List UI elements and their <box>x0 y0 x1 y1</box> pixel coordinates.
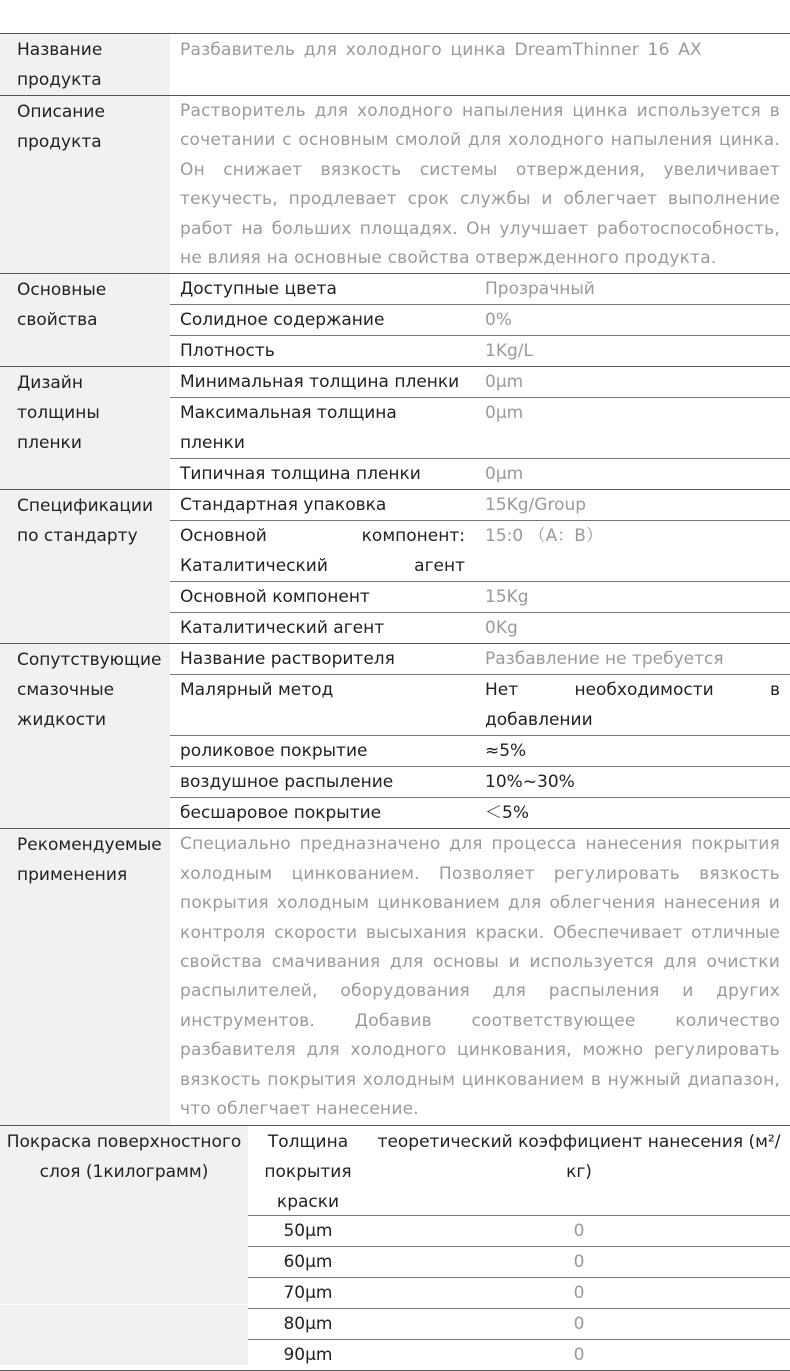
label-specs: Спецификации по стандарту <box>0 490 170 643</box>
table-row <box>170 735 790 766</box>
spec-key: Каталитический агент <box>180 618 385 639</box>
property-value: Прозрачный <box>485 279 595 300</box>
fluid-value: ＜5% <box>485 803 529 824</box>
table-row <box>170 490 790 520</box>
coverage-label-fill <box>0 1304 248 1365</box>
section-description <box>0 95 790 273</box>
label-description: Описание продукта <box>0 96 170 273</box>
specs-rows <box>170 490 790 643</box>
thickness-rows <box>170 367 790 489</box>
coverage-thickness: 80μm <box>283 1313 333 1334</box>
spec-sheet <box>0 33 790 1371</box>
coverage-data <box>248 1126 790 1370</box>
section-product-name <box>0 33 790 95</box>
label-properties: Основные свойства <box>0 274 170 366</box>
thickness-key: Максимальная толщина пленки <box>180 403 397 454</box>
table-row <box>248 1308 790 1339</box>
thickness-key: Типичная толщина пленки <box>180 464 421 485</box>
product-name-value: Разбавитель для холодного цинка DreamThinner 16 AX <box>180 40 702 60</box>
section-specs <box>0 489 790 643</box>
label-product-name: Название продукта <box>0 34 170 95</box>
label-thickness: Дизайн толщины пленки <box>0 367 170 489</box>
spec-key: Основной компонент <box>180 587 370 608</box>
table-row <box>170 797 790 828</box>
fluid-key: роликовое покрытие <box>180 741 368 762</box>
table-row <box>248 1215 790 1246</box>
coverage-header <box>248 1126 790 1215</box>
table-row <box>170 674 790 735</box>
property-key: Доступные цвета <box>180 279 337 300</box>
coverage-thickness: 60μm <box>283 1251 333 1272</box>
table-row <box>170 644 790 674</box>
coverage-thickness: 50μm <box>283 1220 333 1241</box>
section-fluids <box>0 643 790 828</box>
table-row <box>170 458 790 489</box>
thickness-value: 0μm <box>485 372 524 393</box>
property-value: 0% <box>485 310 512 331</box>
property-key: Солидное содержание <box>180 310 385 331</box>
table-row <box>248 1277 790 1308</box>
fluid-key: воздушное распыление <box>180 772 394 793</box>
spec-value: 15:0 （A：B） <box>485 526 603 547</box>
fluid-value: Разбавление не требуется <box>485 649 724 670</box>
property-key: Плотность <box>180 341 275 362</box>
fluids-rows <box>170 644 790 828</box>
thickness-value: 0μm <box>485 464 524 485</box>
table-row <box>170 304 790 335</box>
label-fluids: Сопутствующие смазочные жидкости <box>0 644 170 828</box>
applications-text: Специально предназначено для процесса нанесения покрытия холодным цинкованием. Позволяет регулировать вязкость покрытия холодным цинкованием для облегчения нанесения и контроля скорости высыхания краски. Обеспечивает отличные свойства смачивания для основы и используется для очистки распылителей, оборудования для распыления и других инструментов. Добавив соответствующее количество разбавителя для холодного цинкования, можно регулировать вязкость покрытия холодным цинкованием в нужный диапазон, что облегчает нанесение. <box>180 834 780 1120</box>
spec-key: Основной компонент: Каталитический агент <box>180 526 465 577</box>
spec-value: 15Kg/Group <box>485 495 587 516</box>
section-properties <box>0 273 790 366</box>
coverage-rate: 0 <box>573 1282 585 1303</box>
thickness-key: Минимальная толщина пленки <box>180 372 460 393</box>
spec-value: 15Kg <box>485 587 529 608</box>
coverage-rate: 0 <box>573 1220 585 1241</box>
coverage-label-column <box>0 1126 248 1370</box>
fluid-value: ≈5% <box>485 741 527 762</box>
table-row <box>170 766 790 797</box>
section-thickness <box>0 366 790 489</box>
fluid-value: 10%~30% <box>485 772 575 793</box>
table-row <box>170 612 790 643</box>
table-row <box>170 581 790 612</box>
table-row <box>170 274 790 304</box>
coverage-rate: 0 <box>573 1344 585 1365</box>
properties-rows <box>170 274 790 366</box>
coverage-label: Покраска поверхностного слоя (1килограмм) <box>0 1126 248 1304</box>
column-header-thickness: Толщина покрытия краски <box>264 1131 352 1212</box>
fluid-value: Нет необходимости в добавлении <box>485 680 780 731</box>
fluid-key: Малярный метод <box>180 680 334 701</box>
spec-value: 0Kg <box>485 618 518 639</box>
label-applications: Рекомендуемые применения <box>0 829 170 1124</box>
table-row <box>170 397 790 458</box>
coverage-rate: 0 <box>573 1313 585 1334</box>
coverage-table <box>0 1125 790 1371</box>
description-text: Растворитель для холодного напыления цинка используется в сочетании с основным смолой для холодного напыления цинка. Он снижает вязкость системы отверждения, увеличивает текучесть, продлевает срок службы и облегчает выполнение работ на больших площадях. Он улучшает работоспособность, не влияя на основные свойства отвержденного продукта. <box>180 101 780 269</box>
table-row <box>248 1246 790 1277</box>
spec-key: Стандартная упаковка <box>180 495 387 516</box>
table-row <box>170 520 790 581</box>
column-header-rate: теоретический коэффициент нанесения (м²/кг) <box>377 1131 781 1182</box>
fluid-key: бесшаровое покрытие <box>180 803 382 824</box>
coverage-thickness: 90μm <box>283 1344 333 1365</box>
property-value: 1Kg/L <box>485 341 533 362</box>
table-row <box>170 335 790 366</box>
coverage-rate: 0 <box>573 1251 585 1272</box>
table-row <box>170 367 790 397</box>
coverage-thickness: 70μm <box>283 1282 333 1303</box>
fluid-key: Название растворителя <box>180 649 395 670</box>
section-applications <box>0 828 790 1124</box>
thickness-value: 0μm <box>485 403 524 424</box>
